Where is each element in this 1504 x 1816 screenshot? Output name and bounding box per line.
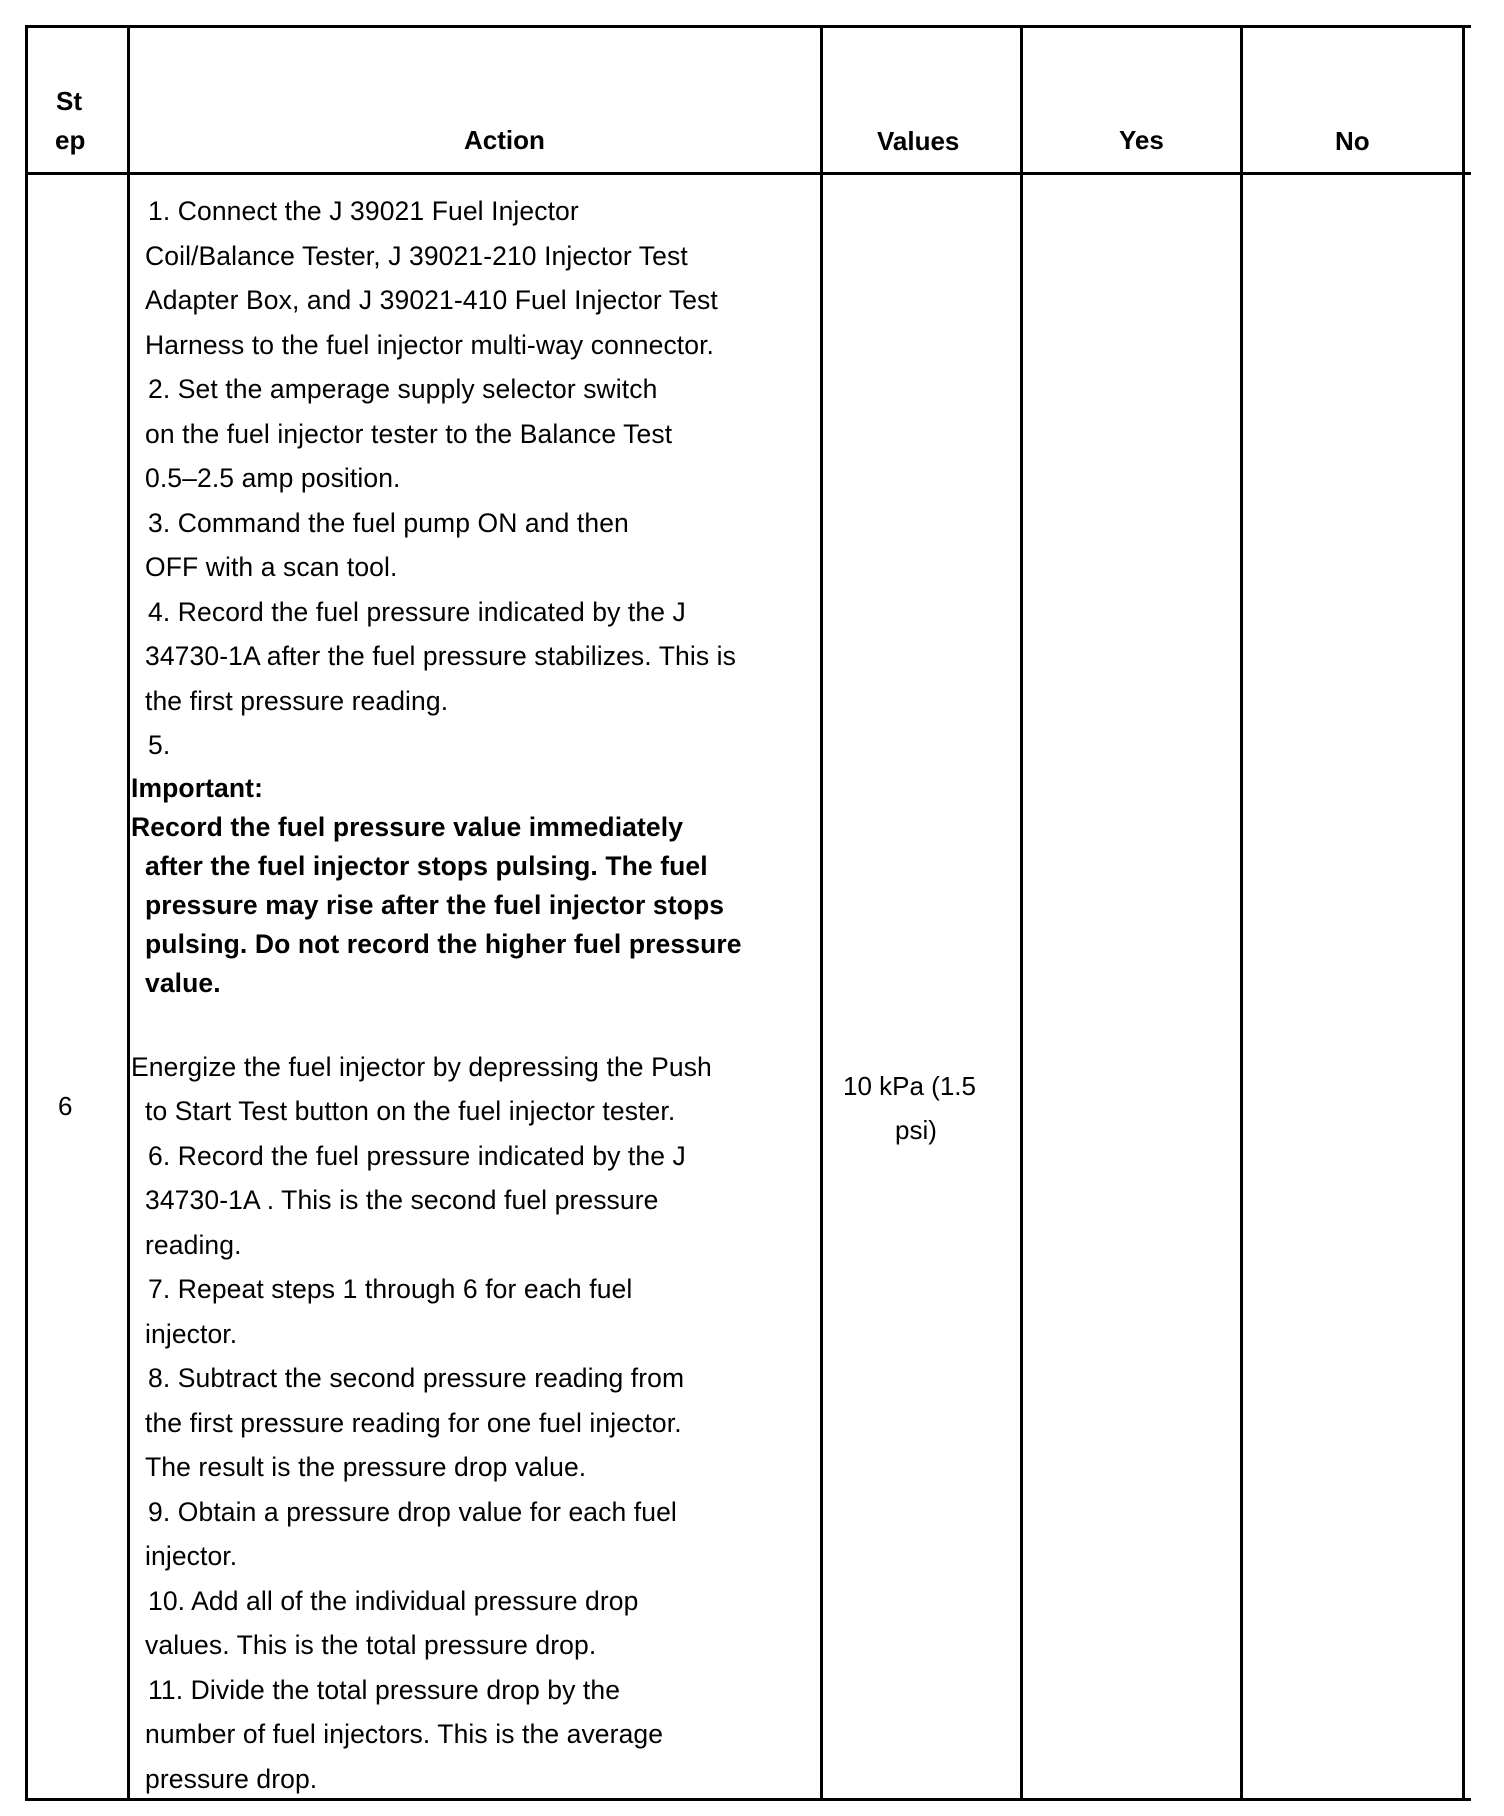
col-border-step-action [127,25,130,1801]
action-line: 34730-1A . This is the second fuel pressure [145,1185,659,1215]
action-line: 8. Subtract the second pressure reading from [148,1363,685,1393]
header-action: Action [464,125,545,155]
action-line: Harness to the fuel injector multi-way connector. [145,330,715,360]
action-line: 2. Set the amperage supply selector switch [148,374,658,404]
action-line: 11. Divide the total pressure drop by the [148,1675,621,1705]
important-note-line: pulsing. Do not record the higher fuel pressure [145,929,742,959]
important-note-line: value. [145,968,221,998]
action-line: injector. [145,1319,238,1349]
action-line: Energize the fuel injector by depressing the Push [131,1052,712,1082]
values-line2: psi) [895,1115,937,1145]
table-bottom-border [25,1798,1471,1801]
action-line: reading. [145,1230,242,1260]
action-line: The result is the pressure drop value. [145,1452,587,1482]
header-bottom-border [25,172,1471,175]
action-line: Adapter Box, and J 39021-410 Fuel Injector Test [145,285,718,315]
action-line: to Start Test button on the fuel injector tester. [145,1096,676,1126]
col-border-right [1462,25,1465,1801]
header-step-line2: ep [55,125,86,155]
values-line1: 10 kPa (1.5 [843,1071,976,1101]
action-line: 10. Add all of the individual pressure drop [148,1586,639,1616]
header-values: Values [877,126,960,156]
action-line: 4. Record the fuel pressure indicated by the J [148,597,686,627]
col-border-action-values [820,25,823,1801]
step-number: 6 [58,1091,73,1121]
important-note-line: pressure may rise after the fuel injector stops [145,890,725,920]
action-line: injector. [145,1541,238,1571]
col-border-values-yes [1020,25,1023,1801]
action-line: 0.5–2.5 amp position. [145,463,401,493]
action-line: pressure drop. [145,1764,318,1794]
important-note-line: Record the fuel pressure value immediately [131,812,684,842]
action-line: 6. Record the fuel pressure indicated by the J [148,1141,686,1171]
action-line: 5. [148,730,171,760]
action-line: 1. Connect the J 39021 Fuel Injector [148,196,579,226]
col-border-yes-no [1240,25,1243,1801]
action-line: 9. Obtain a pressure drop value for each fuel [148,1497,677,1527]
action-line: values. This is the total pressure drop. [145,1630,597,1660]
header-step-line1: St [56,86,82,116]
action-line: number of fuel injectors. This is the average [145,1719,664,1749]
action-line: 7. Repeat steps 1 through 6 for each fuel [148,1274,633,1304]
action-line: 3. Command the fuel pump ON and then [148,508,629,538]
action-line: the first pressure reading for one fuel injector. [145,1408,682,1438]
important-label: Important: [131,773,264,803]
action-line: on the fuel injector tester to the Balance Test [145,419,673,449]
header-no: No [1335,126,1370,156]
action-line: Coil/Balance Tester, J 39021-210 Injector Test [145,241,688,271]
action-line: the first pressure reading. [145,686,449,716]
header-yes: Yes [1119,125,1164,155]
table-top-border [25,25,1471,28]
important-note-line: after the fuel injector stops pulsing. The fuel [145,851,708,881]
col-border-left [25,25,28,1801]
action-line: 34730-1A after the fuel pressure stabilizes. This is [145,641,736,671]
action-line: OFF with a scan tool. [145,552,398,582]
